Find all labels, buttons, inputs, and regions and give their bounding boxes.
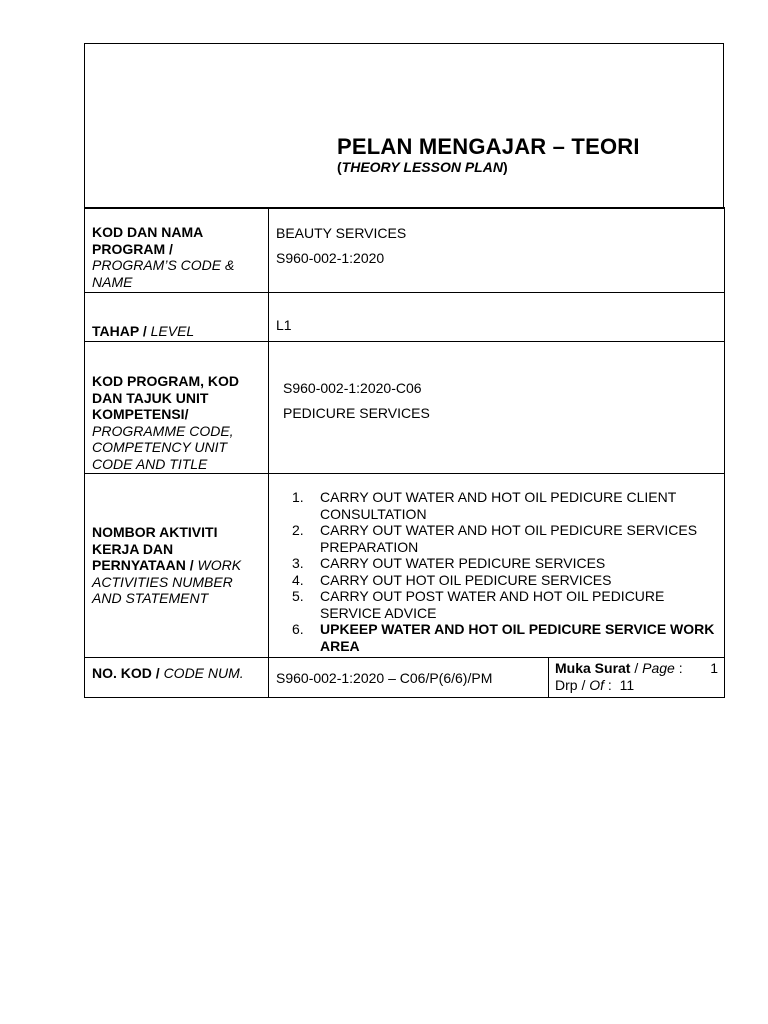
list-item bbox=[276, 555, 718, 572]
of-sep: / bbox=[581, 676, 586, 693]
activity-number: 1. bbox=[292, 489, 304, 505]
activities-label bbox=[85, 474, 269, 658]
program-label-italic: PROGRAM’S CODE & NAME bbox=[92, 257, 235, 290]
competency-label-bold: KOD PROGRAM, KOD DAN TAJUK UNIT KOMPETENSI/ bbox=[92, 373, 239, 422]
page-number: 1 bbox=[710, 660, 719, 676]
competency-value bbox=[269, 342, 725, 474]
program-code: S960-002-1:2020 bbox=[276, 249, 385, 266]
page-label-bold: Muka Surat bbox=[555, 660, 631, 676]
activities-label-italic: WORK ACTIVITIES NUMBER AND STATEMENT bbox=[92, 557, 242, 606]
subtitle-text: THEORY LESSON PLAN bbox=[341, 159, 503, 175]
activity-text: UPKEEP WATER AND HOT OIL PEDICURE SERVICE WORK AREA bbox=[320, 621, 715, 654]
document-subtitle bbox=[337, 159, 508, 175]
subtitle-close: ) bbox=[502, 159, 508, 175]
list-item bbox=[276, 522, 718, 555]
competency-title: PEDICURE SERVICES bbox=[283, 404, 430, 421]
info-table bbox=[84, 207, 725, 698]
program-row bbox=[85, 208, 725, 293]
page-label-sep: / bbox=[634, 660, 639, 676]
level-label-bold: TAHAP / bbox=[92, 323, 147, 339]
list-item bbox=[276, 621, 718, 654]
code-label-bold: NO. KOD / bbox=[92, 665, 160, 681]
activities-list bbox=[276, 489, 718, 654]
code-label-italic: CODE NUM. bbox=[163, 665, 244, 681]
page-colon: : bbox=[678, 660, 683, 676]
competency-label bbox=[85, 342, 269, 474]
program-label-bold: KOD DAN NAMA PROGRAM / bbox=[92, 224, 203, 257]
level-value: L1 bbox=[269, 293, 725, 342]
header-box bbox=[84, 43, 724, 209]
competency-label-italic: PROGRAMME CODE, COMPETENCY UNIT CODE AND TITLE bbox=[92, 422, 234, 472]
of-label-italic: Of bbox=[589, 676, 605, 693]
activity-number: 5. bbox=[292, 588, 304, 604]
page-label-italic: Page bbox=[642, 660, 675, 676]
level-label bbox=[85, 293, 269, 342]
activity-text: CARRY OUT WATER PEDICURE SERVICES bbox=[320, 555, 606, 571]
level-row bbox=[85, 293, 725, 342]
document-title: PELAN MENGAJAR – TEORI bbox=[337, 134, 640, 159]
competency-code: S960-002-1:2020-C06 bbox=[283, 380, 422, 396]
subtitle-open: ( bbox=[337, 159, 342, 175]
list-item bbox=[276, 588, 718, 621]
activity-text: CARRY OUT WATER AND HOT OIL PEDICURE CLIENT CONSULTATION bbox=[320, 489, 677, 522]
program-value bbox=[269, 208, 725, 293]
activity-text: CARRY OUT POST WATER AND HOT OIL PEDICURE SERVICE ADVICE bbox=[320, 588, 665, 621]
program-label bbox=[85, 208, 269, 293]
page-number-line bbox=[555, 660, 718, 677]
list-item bbox=[276, 572, 718, 589]
activity-number: 3. bbox=[292, 555, 304, 571]
activity-number: 6. bbox=[292, 621, 304, 637]
program-name: BEAUTY SERVICES bbox=[276, 225, 407, 241]
page-total-line bbox=[555, 677, 718, 694]
of-label: Drp bbox=[555, 676, 578, 693]
activity-number: 2. bbox=[292, 522, 304, 538]
competency-row bbox=[85, 342, 725, 474]
of-colon: : bbox=[607, 676, 612, 693]
page-label bbox=[555, 660, 683, 677]
activity-text: CARRY OUT WATER AND HOT OIL PEDICURE SERVICES PREPARATION bbox=[320, 522, 698, 555]
activities-label-bold: NOMBOR AKTIVITI KERJA DAN PERNYATAAN / bbox=[92, 524, 218, 573]
level-label-italic: LEVEL bbox=[150, 323, 195, 339]
page-total: 11 bbox=[619, 676, 635, 693]
activity-text: CARRY OUT HOT OIL PEDICURE SERVICES bbox=[320, 571, 612, 588]
activity-number: 4. bbox=[292, 571, 304, 588]
code-label bbox=[85, 658, 269, 698]
page-info bbox=[549, 658, 725, 698]
code-value: S960-002-1:2020 – C06/P(6/6)/PM bbox=[269, 658, 549, 698]
activities-row bbox=[85, 474, 725, 658]
list-item bbox=[276, 489, 718, 522]
activities-value bbox=[269, 474, 725, 658]
code-row bbox=[85, 658, 725, 698]
